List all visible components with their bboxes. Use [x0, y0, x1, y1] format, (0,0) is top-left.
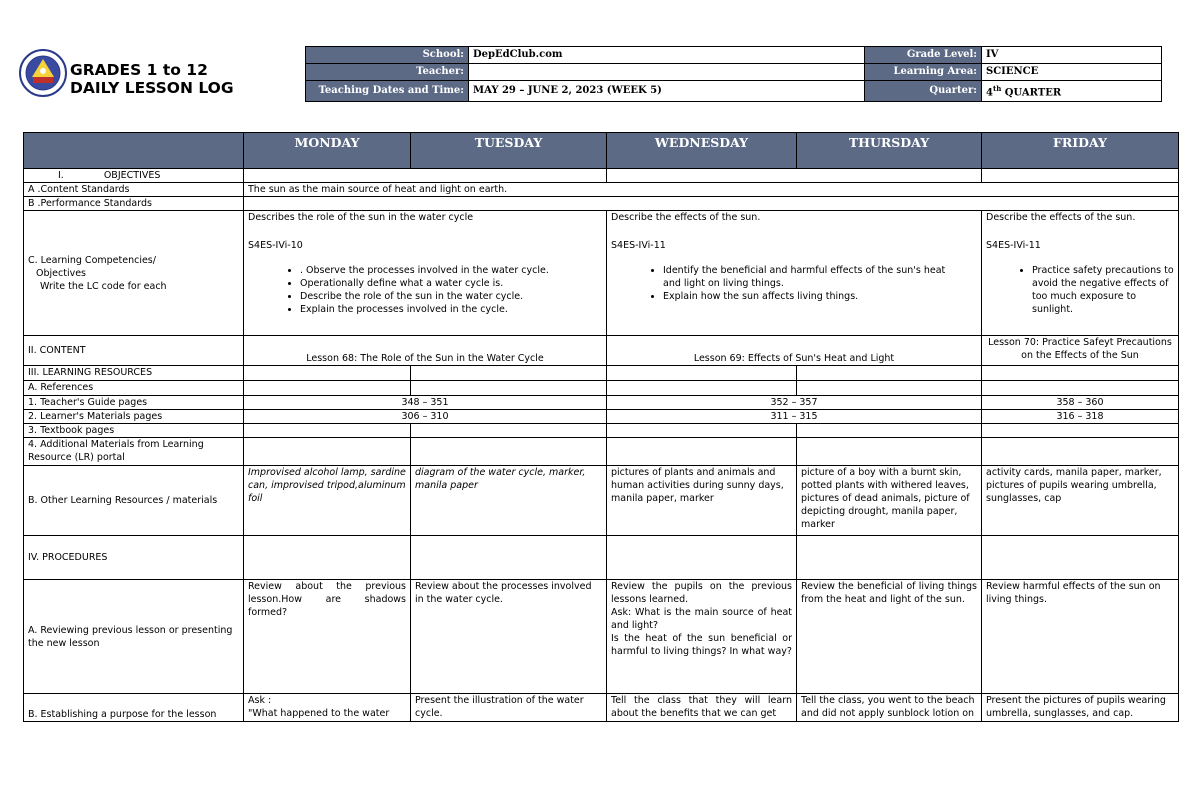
competency-f-list	[986, 264, 1174, 316]
competencies-label	[24, 211, 244, 336]
cell-empty	[244, 536, 411, 580]
objectives-number: I.	[58, 170, 64, 181]
competency-wt-code: S4ES-IVi-11	[611, 240, 666, 251]
content-standards-text: The sun as the main source of heat and light on earth.	[244, 183, 1179, 197]
cell-empty	[797, 536, 982, 580]
learning-area-label: Learning Area:	[865, 64, 982, 81]
purpose-friday: Present the pictures of pupils wearing umbrella, sunglasses, and cap.	[982, 694, 1179, 722]
cell-empty	[607, 536, 797, 580]
competency-mt-list	[248, 264, 602, 316]
competency-mt-item: • Operationally define what a water cycle is.	[300, 277, 602, 290]
competency-wt-item: • Explain how the sun affects living things.	[663, 290, 963, 303]
content-standards-label: A .Content Standards	[24, 183, 244, 197]
competency-wt-item: • Identify the beneficial and harmful effects of the sun's heat and light on living things.	[663, 264, 963, 290]
review-monday: Review about the previous lesson.How are shadows formed?	[244, 580, 411, 694]
lm-pages-f: 316 – 318	[982, 410, 1179, 424]
cell-empty	[982, 536, 1179, 580]
competencies-mt	[244, 211, 607, 336]
quarter-number: 4	[986, 87, 993, 99]
cell-empty	[982, 438, 1179, 466]
textbook-label: 3. Textbook pages	[24, 424, 244, 438]
lesson-log-table	[23, 132, 1179, 722]
other-resources-label: B. Other Learning Resources / materials	[24, 466, 244, 536]
competency-f-item: • Practice safety precautions to avoid the negative effects of too much exposure to sunlight.	[1032, 264, 1174, 316]
school-label: School:	[306, 47, 469, 64]
objectives-heading	[24, 169, 244, 183]
lm-pages-mt: 306 – 310	[244, 410, 607, 424]
review-wednesday	[607, 580, 797, 694]
competency-mt-code: S4ES-IVi-10	[248, 240, 303, 251]
header-corner	[24, 133, 244, 169]
cell-empty	[411, 536, 607, 580]
cell-empty	[607, 424, 797, 438]
additional-materials-label: 4. Additional Materials from Learning Resource (LR) portal	[24, 438, 244, 466]
competency-f-code: S4ES-IVi-11	[986, 240, 1041, 251]
materials-monday: Improvised alcohol lamp, sardine can, improvised tripod,aluminum foil	[244, 466, 411, 536]
review-thursday: Review the beneficial of living things from the heat and light of the sun.	[797, 580, 982, 694]
grade-level-value: IV	[982, 47, 1162, 64]
cell-empty	[244, 366, 411, 381]
review-label: A. Reviewing previous lesson or presenting the new lesson	[24, 580, 244, 694]
content-label: II. CONTENT	[24, 336, 244, 366]
cell-empty	[607, 366, 797, 381]
cell-empty	[982, 366, 1179, 381]
quarter-value	[982, 81, 1162, 102]
day-tuesday: TUESDAY	[411, 133, 607, 169]
school-value: DepEdClub.com	[469, 47, 865, 64]
cell-empty	[797, 424, 982, 438]
objectives-mt	[244, 169, 607, 183]
page-title-line1: GRADES 1 to 12	[70, 61, 208, 79]
competencies-f	[982, 211, 1179, 336]
quarter-label: Quarter:	[865, 81, 982, 102]
competency-mt-item: • . Observe the processes involved in the water cycle.	[300, 264, 602, 277]
competency-wt-list	[611, 264, 977, 303]
review-wednesday-line2: Ask: What is the main source of heat and light?	[611, 607, 792, 631]
cell-empty	[797, 366, 982, 381]
content-wt: Lesson 69: Effects of Sun's Heat and Light	[607, 336, 982, 366]
cell-empty	[607, 438, 797, 466]
cell-empty	[982, 424, 1179, 438]
review-tuesday: Review about the processes involved in the water cycle.	[411, 580, 607, 694]
references-label: A. References	[24, 381, 244, 396]
purpose-wednesday: Tell the class that they will learn about the benefits that we can get	[607, 694, 797, 722]
competency-mt-item: • Describe the role of the sun in the water cycle.	[300, 290, 602, 303]
teacher-value	[469, 64, 865, 81]
teaching-dates-value: MAY 29 – JUNE 2, 2023 (WEEK 5)	[469, 81, 865, 102]
purpose-monday	[244, 694, 411, 722]
purpose-label: B. Establishing a purpose for the lesson	[24, 694, 244, 722]
competency-f-desc: Describe the effects of the sun.	[986, 212, 1136, 223]
learners-materials-label: 2. Learner's Materials pages	[24, 410, 244, 424]
cell-empty	[797, 381, 982, 396]
competency-mt-item: • Explain the processes involved in the cycle.	[300, 303, 602, 316]
review-wednesday-line1: Review the pupils on the previous lessons learned.	[611, 581, 792, 605]
content-f: Lesson 70: Practice Safeyt Precautions on the Effects of the Sun	[982, 336, 1179, 366]
quarter-text: QUARTER	[1001, 87, 1062, 99]
competencies-line2: Objectives	[36, 267, 86, 279]
purpose-tuesday: Present the illustration of the water cycle.	[411, 694, 607, 722]
purpose-monday-line2: "What happened to the water	[248, 708, 390, 719]
objectives-f	[982, 169, 1179, 183]
page-title-line2: DAILY LESSON LOG	[70, 79, 234, 97]
cell-empty	[411, 438, 607, 466]
competency-wt-desc: Describe the effects of the sun.	[611, 212, 761, 223]
cell-empty	[244, 381, 411, 396]
cell-empty	[982, 381, 1179, 396]
day-friday: FRIDAY	[982, 133, 1179, 169]
teacher-label: Teacher:	[306, 64, 469, 81]
cell-empty	[411, 381, 607, 396]
competency-mt-desc: Describes the role of the sun in the water cycle	[248, 212, 474, 223]
tg-pages-mt: 348 – 351	[244, 396, 607, 410]
lm-pages-wt: 311 – 315	[607, 410, 982, 424]
header-info-table	[305, 46, 1162, 102]
performance-standards-label: B .Performance Standards	[24, 197, 244, 211]
competencies-line3: Write the LC code for each	[40, 280, 167, 292]
learning-resources-label: III. LEARNING RESOURCES	[24, 366, 244, 381]
cell-empty	[244, 424, 411, 438]
competencies-wt	[607, 211, 982, 336]
purpose-thursday: Tell the class, you went to the beach and did not apply sunblock lotion on	[797, 694, 982, 722]
teachers-guide-label: 1. Teacher's Guide pages	[24, 396, 244, 410]
day-thursday: THURSDAY	[797, 133, 982, 169]
grade-level-label: Grade Level:	[865, 47, 982, 64]
purpose-monday-line1: Ask :	[248, 695, 272, 706]
performance-standards-text	[244, 197, 1179, 211]
procedures-label: IV. PROCEDURES	[24, 536, 244, 580]
content-mt: Lesson 68: The Role of the Sun in the Water Cycle	[244, 336, 607, 366]
tg-pages-f: 358 – 360	[982, 396, 1179, 410]
materials-thursday: picture of a boy with a burnt skin, potted plants with withered leaves, pictures of dead animals, picture of depicting drought, manila paper, marker	[797, 466, 982, 536]
deped-seal-logo	[18, 45, 68, 101]
objectives-wt	[607, 169, 982, 183]
competencies-line1: C. Learning Competencies/	[28, 254, 156, 266]
day-wednesday: WEDNESDAY	[607, 133, 797, 169]
materials-friday: activity cards, manila paper, marker, pictures of pupils wearing umbrella, sunglasses, cap	[982, 466, 1179, 536]
quarter-suffix: th	[992, 84, 1002, 93]
cell-empty	[411, 424, 607, 438]
objectives-label: OBJECTIVES	[103, 170, 161, 181]
cell-empty	[607, 381, 797, 396]
tg-pages-wt: 352 – 357	[607, 396, 982, 410]
teaching-dates-label: Teaching Dates and Time:	[306, 81, 469, 102]
materials-wednesday: pictures of plants and animals and human activities during sunny days, manila paper, marker	[607, 466, 797, 536]
review-friday: Review harmful effects of the sun on living things.	[982, 580, 1179, 694]
cell-empty	[411, 366, 607, 381]
materials-tuesday: diagram of the water cycle, marker, manila paper	[411, 466, 607, 536]
learning-area-value: SCIENCE	[982, 64, 1162, 81]
cell-empty	[797, 438, 982, 466]
day-monday: MONDAY	[244, 133, 411, 169]
cell-empty	[244, 438, 411, 466]
review-wednesday-line3: Is the heat of the sun beneficial or harmful to living things? In what way?	[611, 633, 792, 657]
